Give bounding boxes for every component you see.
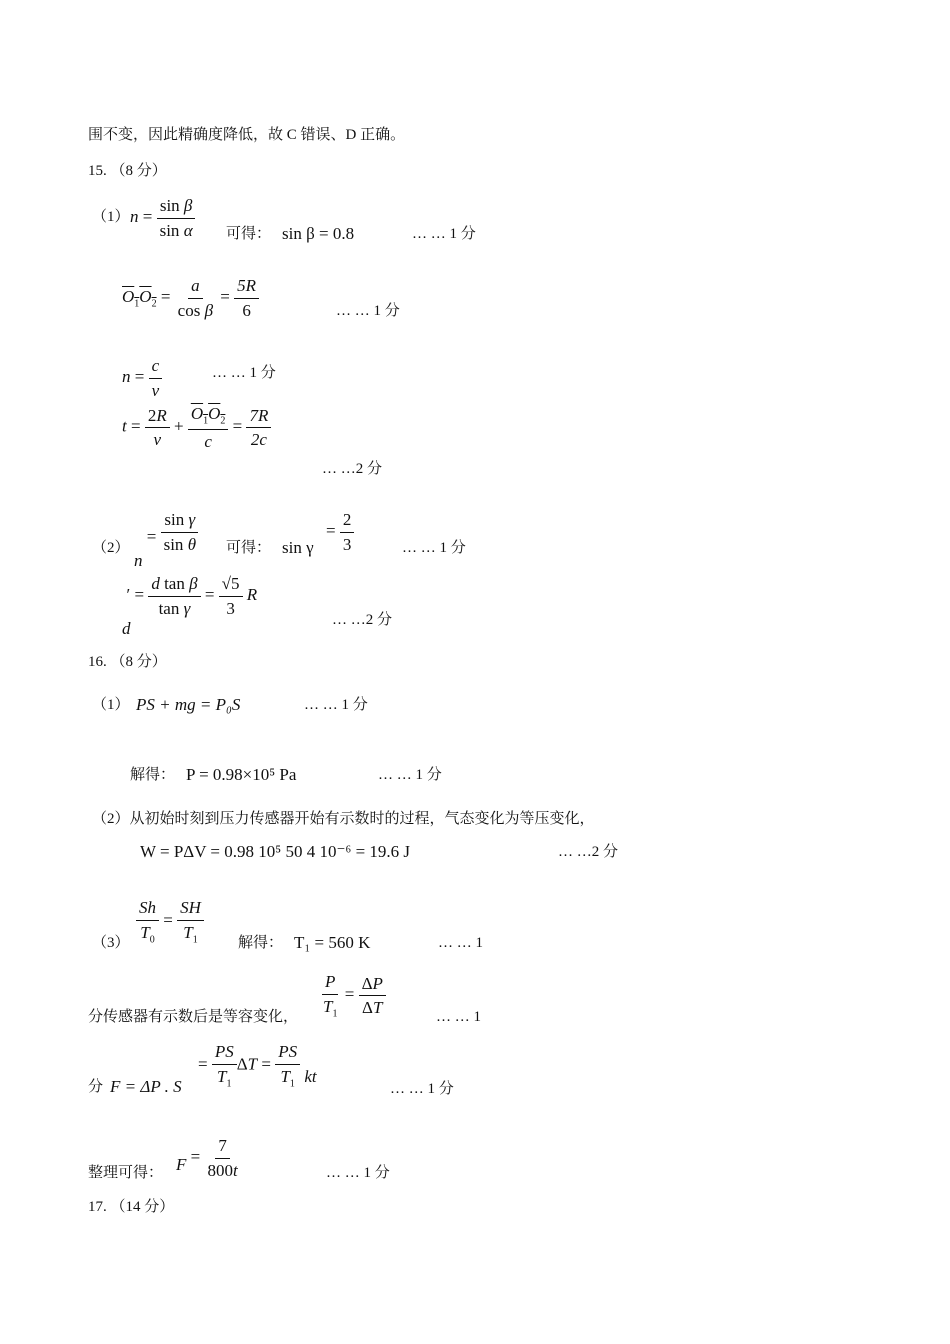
q16-score-5: … … 1 bbox=[436, 1009, 481, 1025]
q16-force-prefix: 分 bbox=[88, 1079, 104, 1095]
q16-t1-eq: T₁ = 560 K bbox=[294, 933, 371, 952]
q15-score-1: … … 1 分 bbox=[412, 226, 476, 242]
q16-score-2: … … 1 分 bbox=[378, 767, 442, 783]
q15-t-rhs-num: 7R bbox=[246, 406, 271, 429]
q16-final-den: 800 bbox=[207, 1160, 233, 1180]
q15-part2-snell: n = $\frac{\text{sin γ}}{\text{sin θ}}$ bbox=[134, 510, 199, 554]
q16-force-expansion: = $\frac{PS}{T_1}$ ΔT = $\frac{PS}{T_1}$ kt bbox=[198, 1042, 317, 1089]
q16-eq1: PS + mg = P₀S bbox=[136, 695, 241, 714]
q15-sinb-eq: sin β = 0.8 bbox=[282, 224, 355, 243]
q16-solve-p: P = 0.98×10⁵ Pa bbox=[186, 765, 297, 784]
q15-o1o2-tail: 5R bbox=[234, 276, 259, 299]
q15-keyo-label: 可得： bbox=[226, 226, 272, 242]
q15-sing-frac: = $\frac{2}{3}$ bbox=[326, 510, 354, 554]
q15-sing-label: 可得： bbox=[226, 540, 272, 556]
q16-score-4: … … 1 bbox=[438, 935, 483, 951]
q16-score-6: … … 1 分 bbox=[390, 1081, 454, 1097]
q16-part1-label: （1） bbox=[92, 697, 130, 713]
q15-sing-den: 3 bbox=[342, 534, 352, 554]
q15-score-6: … …2 分 bbox=[332, 612, 393, 628]
q15-header: 15. （8 分） bbox=[88, 163, 167, 179]
q16-isochoric-text: 分传感器有示数后是等容变化， bbox=[88, 1009, 299, 1025]
q16-part3-label: （3） bbox=[92, 935, 130, 951]
q16-final-num: 7 bbox=[215, 1136, 230, 1159]
q16-header: 16. （8 分） bbox=[88, 654, 167, 670]
q16-final-eq: F = $\frac{7}{800t}$ bbox=[176, 1136, 238, 1180]
q15-d-rhs-num: √5 bbox=[219, 574, 243, 597]
q16-score-3: … …2 分 bbox=[558, 844, 619, 860]
q15-n-cv-equation: n = $\frac{c}{v}$ bbox=[122, 356, 162, 400]
q15-time-equation: t = $\frac{2R}{v}$ + $\frac{O_1O_2}{c}$ = $\frac{7R}{2c}$ bbox=[122, 404, 271, 451]
q15-part2-label: （2） bbox=[92, 540, 130, 556]
q16-isobaric-ratio: $\frac{Sh}{T_0}$ = $\frac{SH}{T_1}$ bbox=[136, 898, 204, 945]
q16-isochoric-ratio: $\frac{P}{T_1}$ = $\frac{\Delta P}{\Delta T}$ bbox=[320, 972, 386, 1019]
q16-solve-label: 解得： bbox=[130, 767, 176, 783]
q15-d-rhs-den: 3 bbox=[226, 598, 235, 618]
q16-score-1: … … 1 分 bbox=[304, 697, 368, 713]
q15-dprime-equation: d′ = $\frac{\text{d tan β}}{\text{tan γ}}$ = $\frac{√5}{3}$ R bbox=[122, 574, 258, 638]
q15-t-rhs-den: 2c bbox=[250, 430, 267, 450]
q16-t1-label: 解得： bbox=[238, 935, 284, 951]
q15-score-3: … … 1 分 bbox=[212, 365, 276, 381]
intro-line: 围不变，因此精确度降低，故 C 错误、D 正确。 bbox=[88, 127, 406, 143]
q16-work-eq: W = PΔV = 0.98 10⁵ 50 4 10⁻⁶ = 19.6 J bbox=[140, 842, 411, 861]
q15-score-2: … … 1 分 bbox=[336, 303, 400, 319]
q15-o1o2-den: 6 bbox=[242, 300, 251, 320]
q17-header: 17. （14 分） bbox=[88, 1199, 175, 1215]
q15-sing-eq: sin γ bbox=[282, 538, 314, 557]
q16-part2-text: （2）从初始时刻到压力传感器开始有示数时的过程，气态变化为等压变化， bbox=[92, 811, 595, 827]
q15-o1o2-equation: $O_1O_2$ = $\frac{a}{\text{cos β}}$ = $\frac{5R}{6}$ bbox=[122, 276, 259, 320]
q15-score-5: … … 1 分 bbox=[402, 540, 466, 556]
q16-score-7: … … 1 分 bbox=[326, 1165, 390, 1181]
q16-force-eq: F = ΔP . S bbox=[110, 1077, 182, 1096]
q15-score-4: … …2 分 bbox=[322, 461, 383, 477]
q15-part1-label: （1） bbox=[92, 209, 130, 225]
q16-final-label: 整理可得： bbox=[88, 1165, 164, 1181]
q15-snell-equation: n = $\frac{\text{sin β}}{\text{sin α}}$ bbox=[130, 196, 196, 240]
q15-sing-num: 2 bbox=[340, 510, 355, 533]
